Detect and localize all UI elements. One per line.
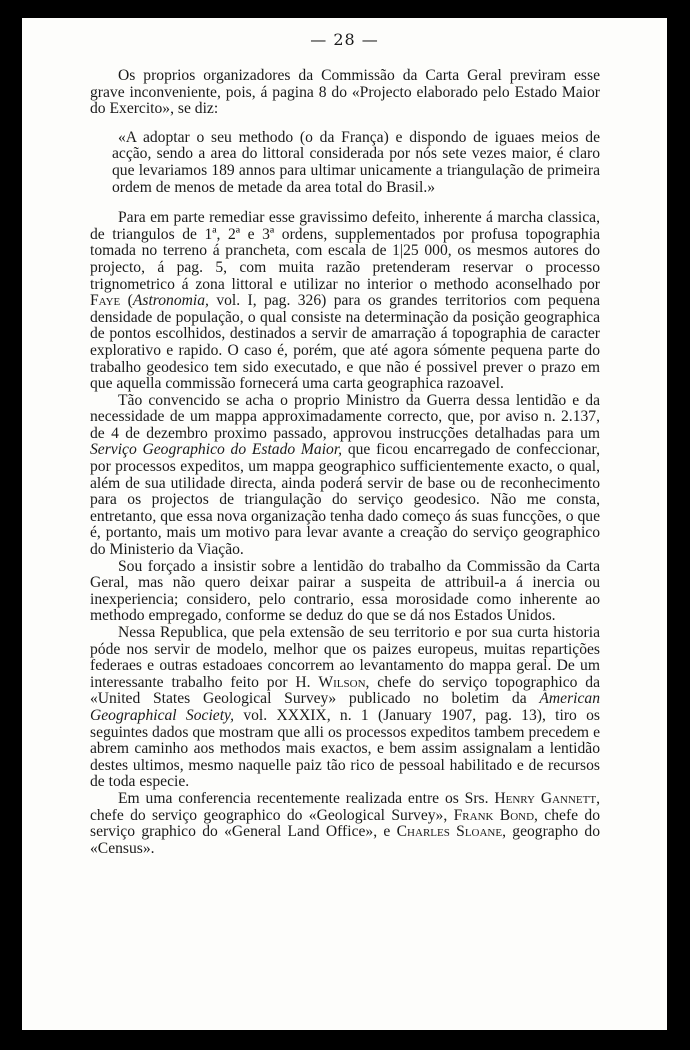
- paragraph: [90, 559, 600, 625]
- paragraph: [90, 791, 600, 857]
- text-run: Tão convencido se acha o proprio Ministro da Guerra dessa lentidão e da necessidade de um mappa approximadamente correcto, que, por aviso n. 2.137, de 4 de dezembro proximo passado, approvou instrucções detalhadas para um: [90, 391, 600, 442]
- text-run: Em uma conferencia recentemente realizada entre os Srs.: [118, 789, 495, 807]
- text-run: «A adoptar o seu methodo (o da França) e dispondo de iguaes meios de acção, sendo a area do littoral considerada por nós sete vezes maior, é claro que levariamos 189 annos para ultimar unicamente a triangulação de primeira ordem de menos de metade da area total do Brasil.»: [112, 128, 600, 196]
- document-page: [22, 18, 667, 1030]
- text-run: que ficou encarregado de confeccionar, por processos expeditos, um mappa geographico sufficientemente exacto, o qual, além de sua utilidade directa, ainda poderá servir de base ou de reconhecimento para os projectos de triangulação do serviço geodesico. Não me consta, entretanto, que essa nova organização tenha dado começo ás suas funcções, o que é, portanto, mais um motivo para levar avante a creação do serviço geographico do Ministerio da Viação.: [90, 441, 601, 559]
- text-run: (: [120, 292, 133, 310]
- text-run: , chefe do serviço graphico do «General Land Office», e: [90, 806, 600, 841]
- paragraph: [90, 210, 600, 393]
- text-run: , chefe do serviço geographico do «Geological Survey»,: [90, 789, 600, 824]
- author-name: Charles Sloane: [396, 823, 503, 841]
- text-run: vol. I, pag. 326) para os grandes territorios com pequena densidade de população, o qual consiste na determinação da posição geographica de pontos escolhidos, destinados a servir de amarração á topographia de caracter explorativo e rapido. O caso é, porém, que até agora sómente pequena parte do trabalho geodesico tem sido executado, e que não é possivel prever o prazo em que aquella commissão fornecerá uma carta geographica razoavel.: [90, 292, 600, 393]
- author-name: Henry Gannett: [494, 789, 597, 807]
- text-run: , chefe do serviço topographico da «United States Geological Survey» publicado no boletim da: [90, 673, 600, 708]
- paragraph: [90, 68, 600, 118]
- paragraph: [90, 625, 600, 791]
- author-name: Frank Bond: [453, 806, 535, 824]
- italic-title: Astronomia,: [132, 292, 209, 310]
- page-number: — 28 —: [310, 30, 379, 49]
- text-run: Os proprios organizadores da Commissão da Carta Geral previram esse grave inconveniente, pois, á pagina 8 do «Projecto elaborado pelo Estado Maior do Exercito», se diz:: [90, 67, 600, 118]
- author-name: Faye: [90, 292, 121, 310]
- document-body: [90, 68, 600, 857]
- italic-title: American Geographical Society,: [90, 690, 600, 724]
- text-run: Nessa Republica, que pela extensão de seu territorio e por sua curta historia póde nos servir de modelo, melhor que os paizes europeus, muitas repartições federaes e outras estadoaes concorrem ao levantamento do mappa geral. De um interessante trabalho feito por H.: [90, 624, 600, 691]
- text-run: vol. XXXIX, n. 1 (January 1907, pag. 13), tiro os seguintes dados que mostram que alli os processos expeditos tambem precedem e abrem caminho aos methodos mais exactos, e bem assim assignalam a lentidão destes ultimos, mesmo naquelle paiz tão rico de pessoal habilitado e de recursos de toda especie.: [90, 706, 600, 791]
- italic-title: Serviço Geographico do Estado Maior,: [90, 441, 343, 459]
- text-run: Para em parte remediar esse gravissimo defeito, inherente á marcha classica, de triangulos de 1ª, 2ª e 3ª ordens, supplementados por profusa topographia tomada no terreno á prancheta, com escala de 1|25 000, os mesmos autores do projecto, á pag. 5, com muita razão pretenderam reservar o processo trignometrico á zona littoral e utilizar no interior o methodo aconselhado por: [90, 209, 600, 293]
- paragraph: [90, 393, 600, 559]
- text-run: Sou forçado a insistir sobre a lentidão do trabalho da Commissão da Carta Geral, mas não quero deixar pairar a suspeita de attribuil-a á inercia ou inexperiencia; considero, pelo contrario, essa morosidade como inherente ao methodo empregado, conforme se deduz do que se dá nos Estados Unidos.: [90, 557, 600, 625]
- text-run: , geographo do «Census».: [90, 823, 601, 857]
- author-name: Wilson: [318, 673, 366, 691]
- block-quote: [90, 130, 600, 196]
